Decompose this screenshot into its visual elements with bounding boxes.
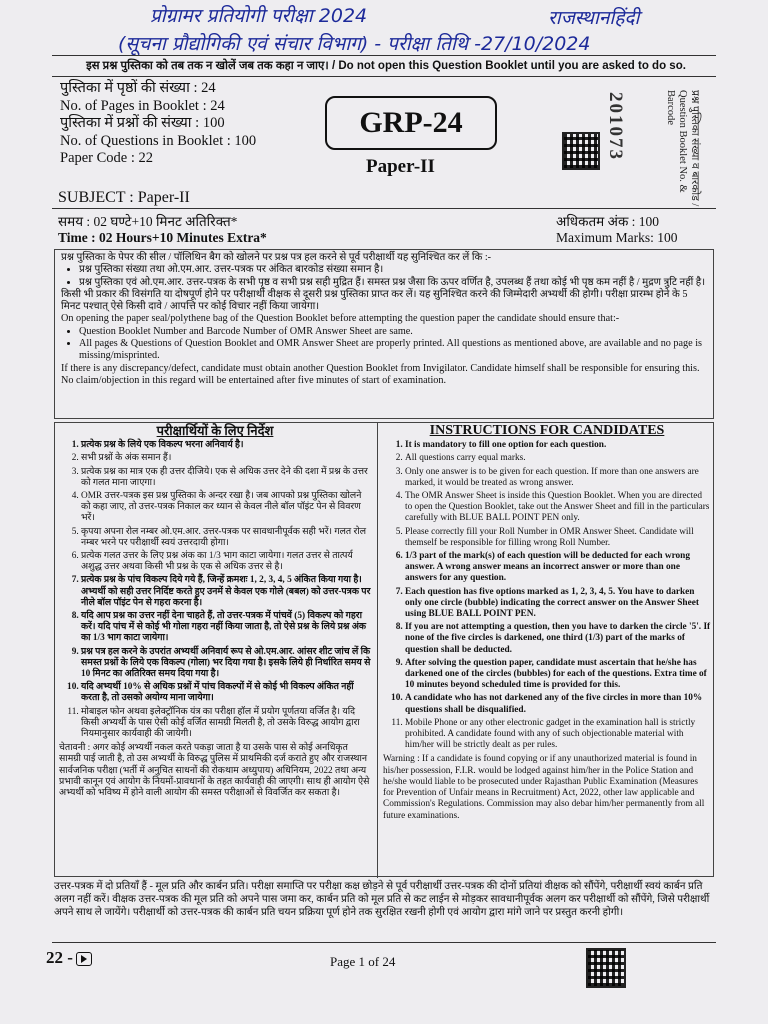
list-item: 3. Only one answer is to be given for each question. If more than one answers are marked, it would be treated as wrong answer. bbox=[405, 467, 711, 489]
list-item: 7. Each question has five options marked as 1, 2, 3, 4, 5. You have to darken only one circle (bubble) indicating the correct answer on the Answer Sheet using BLUE BALL POINT PEN. bbox=[405, 587, 711, 621]
questions-en: No. of Questions in Booklet : 100 bbox=[60, 132, 257, 149]
list-item: 2. सभी प्रश्नों के अंक समान हैं। bbox=[81, 453, 371, 464]
list-item: 8. यदि आप प्रश्न का उत्तर नहीं देना चाहते हैं, तो उत्तर-पत्रक में पांचवें (5) विकल्प को गहरा करें। यदि पांच में से कोई भी गोला गहरा नहीं किया जाता है, तो ऐसे प्रश्न के लिये प्रश्न अंक का 1/3 भाग काटा जायेगा। bbox=[81, 611, 371, 645]
hindi-instructions-list bbox=[59, 440, 371, 740]
subject: SUBJECT : Paper-II bbox=[58, 189, 190, 206]
list-item: 4. The OMR Answer Sheet is inside this Question Booklet. When you are directed to open the Question Booklet, take out the Answer Sheet and fill in the particulars carefully with BLUE BALL POINT PEN only. bbox=[405, 491, 711, 525]
hindi-warning: चेतावनी : अगर कोई अभ्यर्थी नकल करते पकड़ा जाता है या उसके पास से कोई अनधिकृत सामग्री पाई जाती है, तो उस अभ्यर्थी के विरुद्ध पुलिस में प्राथमिकी दर्ज कराते हुए और राजस्थान सार्वजनिक परीक्षा (भर्ती में अनुचित साधनों की रोकथाम अध्युपाय) अधिनियम, 2022 तथा अन्य प्रभावी कानून एवं आयोग के नियमों-प्रावधानों के तहत कार्यवाही की जाएगी। साथ ही आयोग ऐसे अभ्यर्थी को भविष्य में होने वाली आयोग की समस्त परीक्षाओं से विवर्जित कर सकता है। bbox=[59, 743, 370, 799]
list-item: 11. Mobile Phone or any other electronic gadget in the examination hall is strictly prohibited. A candidate found with any of such objectionable material with him/her will be strictly dealt as per rules. bbox=[405, 718, 711, 752]
divider bbox=[52, 55, 716, 56]
answer-sheet-copy-note: उत्तर-पत्रक में दो प्रतियाँ हैं - मूल प्रति और कार्बन प्रति। परीक्षा समाप्ति पर परीक्षा कक्ष छोड़ने से पूर्व परीक्षार्थी उत्तर-पत्रक की दोनों प्रतियां वीक्षक को सौंपेंगे, परीक्षार्थी स्वयं कार्बन प्रति अलग नहीं करें। वीक्षक उत्तर-पत्रक की मूल प्रति को अपने पास जमा कर, कार्बन प्रति को मूल प्रति से कट लाईन से मोड़कर सावधानीपूर्वक अलग कर परीक्षार्थी को सौंपेंगे, जिसे परीक्षार्थी अपने साथ ले जायेंगे। परीक्षार्थी को उत्तर-पत्रक की कार्बन प्रति चयन प्रक्रिया पूर्ण होने तक सुरक्षित रखनी होगी एवं आयोग द्वारा मांगे जाने पर प्रस्तुत करनी होगी। bbox=[54, 881, 710, 918]
pages-en: No. of Pages in Booklet : 24 bbox=[60, 97, 225, 114]
paper-code: Paper Code : 22 bbox=[60, 150, 154, 166]
notice-en-point: • Question Booklet Number and Barcode Number of OMR Answer Sheet are same. bbox=[79, 326, 707, 338]
do-not-open-warning: इस प्रश्न पुस्तिका को तब तक न खोलें जब तक कहा न जाए। / Do not open this Question Booklet until you are asked to do so. bbox=[86, 60, 686, 72]
list-item: 1. प्रत्येक प्रश्न के लिये एक विकल्प भरना अनिवार्य है। bbox=[81, 440, 371, 451]
marks-hi: अधिकतम अंक : 100 bbox=[556, 214, 660, 229]
handwritten-department-date: (सूचना प्रौद्योगिकी एवं संचार विभाग) - परीक्षा तिथि -27/10/2024 bbox=[118, 33, 591, 55]
list-item: 4. OMR उत्तर-पत्रक इस प्रश्न पुस्तिका के अन्दर रखा है। जब आपको प्रश्न पुस्तिका खोलने को कहा जाए, तो उत्तर-पत्रक निकाल कर ध्यान से केवल नीले बॉल पॉइंट पेन से विवरण भरें। bbox=[81, 491, 371, 525]
footer-code-text: 22 - bbox=[46, 948, 73, 967]
list-item: 11. मोबाइल फोन अथवा इलेक्ट्रॉनिक यंत्र का परीक्षा हॉल में प्रयोग पूर्णतया वर्जित है। यदि किसी अभ्यर्थी के पास ऐसी कोई वर्जित सामग्री मिलती है, तो उसके विरुद्ध आयोग द्वारा नियमानुसार कार्यवाही की जायेगी। bbox=[81, 707, 371, 741]
paper-title: Paper-II bbox=[366, 156, 435, 177]
english-instructions-list bbox=[383, 440, 711, 751]
english-warning: Warning : If a candidate is found copying or if any unauthorized material is found in his/her possession, F.I.R. would be lodged against him/her in the Police Station and he/she would liable to be prosecuted under Rajasthan Public Examination (Measures for Prevention of Unfair means in Recruitment) Act, 2022, other law applicable and Commission's Regulations. Commission may also debar him/her permanently from all future examinations. bbox=[383, 754, 705, 821]
notice-en-intro: On opening the paper seal/polythene bag of the Question Booklet before attempting the question paper the candidate should ensure that:- bbox=[61, 313, 620, 325]
notice-hi-point: • प्रश्न पुस्तिका एवं ओ.एम.आर. उत्तर-पत्रक के सभी पृष्ठ व सभी प्रश्न सही मुद्रित हैं। समस्त प्रश्न जैसा कि ऊपर वर्णित है, उपलब्ध हैं तथा कोई भी पृष्ठ कम नहीं है / मुद्रण त्रुटि नहीं है। bbox=[79, 277, 707, 289]
pages-hi: पुस्तिका में पृष्ठों की संख्या : 24 bbox=[60, 80, 216, 96]
footer-paper-code bbox=[46, 948, 92, 968]
hindi-instructions-title: परीक्षार्थियों के लिए निर्देश bbox=[156, 423, 274, 438]
handwritten-note: राजस्थानहिंदी bbox=[548, 7, 640, 29]
booklet-info bbox=[60, 80, 256, 168]
notice-en-point: • All pages & Questions of Question Booklet and OMR Answer Sheet are properly printed. All questions as mentioned above, are available and no page is missing/misprinted. bbox=[79, 338, 707, 363]
column-divider bbox=[377, 423, 378, 878]
notice-hi-intro: प्रश्न पुस्तिका के पेपर की सील / पॉलिथिन बैग को खोलने पर प्रश्न पत्र हल करने से पूर्व परीक्षार्थी यह सुनिश्चित कर लें कि :- bbox=[61, 252, 492, 263]
english-instructions-title: INSTRUCTIONS FOR CANDIDATES bbox=[429, 423, 665, 438]
list-item: 8. If you are not attempting a question, then you have to darken the circle '5'. If none of the five circles is darkened, one third (1/3) part of the marks of question shall be deducted. bbox=[405, 622, 711, 656]
divider bbox=[52, 942, 716, 943]
divider bbox=[52, 76, 716, 77]
page-number: Page 1 of 24 bbox=[330, 954, 396, 969]
list-item: 5. कृपया अपना रोल नम्बर ओ.एम.आर. उत्तर-पत्रक पर सावधानीपूर्वक सही भरें। गलत रोल नम्बर भरने पर परीक्षार्थी स्वयं उत्तरदायी होगा। bbox=[81, 527, 371, 549]
exam-code-box: GRP-24 bbox=[325, 96, 497, 150]
list-item: 9. प्रश्न पत्र हल करने के उपरांत अभ्यर्थी अनिवार्य रूप से ओ.एम.आर. आंसर शीट जांच लें कि समस्त प्रश्नों के लिये एक विकल्प (गोला) भर दिया गया है। इसके लिये ही निर्धारित समय से 10 मिनट का अतिरिक्त समय दिया गया है। bbox=[81, 647, 371, 681]
qr-code-icon bbox=[586, 948, 626, 988]
english-instructions bbox=[383, 425, 711, 822]
booklet-number: 201073 bbox=[605, 92, 626, 161]
divider bbox=[52, 208, 716, 209]
time-hi: समय : 02 घण्टे+10 मिनट अतिरिक्त* bbox=[58, 214, 238, 229]
notice-en-end: If there is any discrepancy/defect, candidate must obtain another Question Booklet from Invigilator. Candidate himself shall be responsible for ensuring this. No claim/objection in this regard will be entertained after five minutes of start of examination. bbox=[61, 362, 700, 386]
instructions-section bbox=[54, 422, 714, 877]
handwritten-exam-title: प्रोग्रामर प्रतियोगी परीक्षा 2024 bbox=[150, 5, 368, 27]
list-item: 7. प्रत्येक प्रश्न के पांच विकल्प दिये गये हैं, जिन्हें क्रमशः 1, 2, 3, 4, 5 अंकित किया गया है। अभ्यर्थी को सही उत्तर निर्दिष्ट करते हुए उनमें से केवल एक गोले (बबल) को उत्तर-पत्रक पर नीले बॉल पॉइंट पेन से गहरा करना है। bbox=[81, 575, 371, 609]
list-item: 10. A candidate who has not darkened any of the five circles in more than 10% questions shall be disqualified. bbox=[405, 693, 711, 715]
list-item: 5. Please correctly fill your Roll Number in OMR Answer Sheet. Candidate will themself be responsible for filling wrong Roll Number. bbox=[405, 527, 711, 549]
notice-hi-end: किसी भी प्रकार की विसंगति या दोषपूर्ण होने पर परीक्षार्थी वीक्षक से दूसरी प्रश्न पुस्तिका प्राप्त कर लें। यह सुनिश्चित करने की जिम्मेदारी अभ्यर्थी की होगी। परीक्षा प्रारम्भ होने के 5 मिनट पश्चात् ऐसे किसी दावे / आपत्ति पर कोई विचार नहीं किया जायेगा। bbox=[61, 288, 688, 313]
list-item: 9. After solving the question paper, candidate must ascertain that he/she has darkened one of the circles (bubbles) for each of the questions. Extra time of 10 minutes beyond scheduled time is provided for this. bbox=[405, 658, 711, 692]
notice-hi-point: • प्रश्न पुस्तिका संख्या तथा ओ.एम.आर. उत्तर-पत्रक पर अंकित बारकोड संख्या समान है। bbox=[79, 264, 707, 276]
list-item: 6. 1/3 part of the mark(s) of each question will be deducted for each wrong answer. A wrong answer means an incorrect answer or more than one answers for any question. bbox=[405, 551, 711, 585]
pre-exam-notice bbox=[54, 249, 714, 419]
time-en: Time : 02 Hours+10 Minutes Extra* bbox=[58, 230, 267, 245]
marks-en: Maximum Marks: 100 bbox=[556, 230, 678, 245]
booklet-number-label: प्रश्न पुस्तिका संख्या व बारकोड / Question Booklet No. & Barcode bbox=[665, 90, 700, 207]
list-item: 3. प्रत्येक प्रश्न का मात्र एक ही उत्तर दीजिये। एक से अधिक उत्तर देने की दशा में प्रश्न के उत्तर को गलत माना जाएगा। bbox=[81, 467, 371, 489]
questions-hi: पुस्तिका में प्रश्नों की संख्या : 100 bbox=[60, 115, 225, 131]
list-item: 6. प्रत्येक गलत उत्तर के लिए प्रश्न अंक का 1/3 भाग काटा जायेगा। गलत उत्तर से तात्पर्य अशुद्ध उत्तर अथवा किसी भी प्रश्न के एक से अधिक उत्तर से है। bbox=[81, 551, 371, 573]
list-item: 1. It is mandatory to fill one option for each question. bbox=[405, 440, 711, 451]
list-item: 10. यदि अभ्यर्थी 10% से अधिक प्रश्नों में पांच विकल्पों में से कोई भी विकल्प अंकित नहीं करता है, तो उसको अयोग्य माना जायेगा। bbox=[81, 682, 371, 704]
list-item: 2. All questions carry equal marks. bbox=[405, 453, 711, 464]
play-icon bbox=[76, 952, 92, 966]
barcode-icon bbox=[562, 132, 600, 170]
hindi-instructions bbox=[59, 425, 371, 799]
